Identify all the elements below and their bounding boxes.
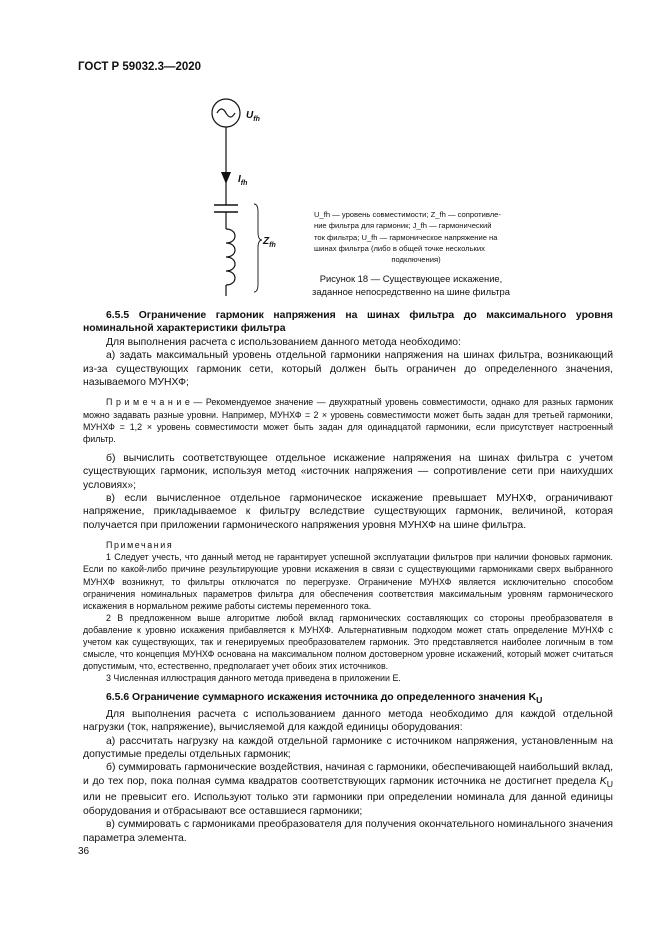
legend-line: U_fh — уровень совместимости; Z_fh — сопротивле-: [314, 210, 501, 219]
note: 1 Следует учесть, что данный метод не гарантирует успешной эксплуатации фильтров при наличии фоновых гармоник. Если по какой-либо причине результирующие уровни искажения в связи с существующими гармониками сверх выбранного МУНХФ возникнут, то фильтры отключатся по перегрузке. Ограничение МУНХФ является исключительно способом ограничения номинальных параметров фильтра для обеспечения соответствия максимальным уровням гармонического искажения в нормальном режиме работы системы переменного тока.: [83, 552, 613, 611]
current-label: I: [238, 174, 241, 185]
svg-text:Ufh: [246, 110, 260, 123]
k-subscript: U: [606, 778, 613, 789]
caption-line: Рисунок 18 — Существующее искажение,: [319, 273, 503, 284]
list-item: в) суммировать с гармониками преобразователя для получения окончательного номинального значения параметра элемента.: [83, 819, 613, 844]
legend-line: ние фильтра для гармоник; J_fh — гармонический: [314, 221, 492, 231]
svg-text:Zfh: [262, 236, 276, 249]
section-heading-656: 6.5.6 Ограничение суммарного искажения источника до определенного значения $K_U$: [106, 692, 543, 706]
list-item: б) вычислить соответствующее отдельное искажение напряжения на шинах фильтра с учетом существующих гармоник, используя метод «источник напряжения — сопротивление сети при наихудших условиях»;: [83, 452, 613, 491]
current-sub: fh: [240, 180, 248, 187]
body-text: [83, 309, 613, 845]
note: 3 Численная иллюстрация данного метода приведена в приложении Е.: [106, 673, 401, 684]
list-item: б) суммировать гармонические воздействия, начиная с гармоники, обеспечивающей наибольший вклад, и до тех пор, пока полная сумма квадратов соответствующих гармоник источника не достигнет предела $K_U$ или не превысит его. Используют только эти гармоники при определении номинала для данной единицы оборудования и отбрасывают все оставшиеся гармоники;: [83, 762, 613, 817]
source-voltage-sub: fh: [253, 116, 260, 123]
source-voltage-label: U: [246, 110, 254, 121]
legend-line: ток фильтра; U_fh — гармоническое напряжение на: [314, 232, 498, 242]
notes-label: Примечания: [106, 540, 174, 551]
k-symbol: K: [599, 775, 607, 787]
note: 2 В предложенном выше алгоритме любой вклад гармонических составляющих со стороны преобразователя в добавление к уровню искажения прибавляется к МУНХФ. Альтернативным подходом может стать определение МУНХФ с учетом как существующих, так и генерируемых преобразователем гармоник. Это представляется наиболее логичным в том смысле, что концепция МУНХФ основана на максимальном полном достоверном уровне искажений, который может считаться допустимым, что, естественно, предполагает учет обоих этих источников.: [83, 612, 613, 672]
figure-caption: [304, 272, 518, 298]
impedance-sub: fh: [269, 242, 276, 249]
svg-text:Ifh: [238, 174, 247, 187]
legend-line: шинах фильтра (либо в общей точке нескольких: [314, 243, 485, 253]
impedance-label: Z: [263, 236, 270, 247]
figure-legend: [314, 209, 518, 265]
heading-subscript: U: [536, 695, 543, 706]
impedance-brace: [254, 204, 262, 292]
list-item: а) рассчитать нагрузку на каждой отдельной гармонике с источником напряжения, установленным на допустимые пределы отдельных гармоник;: [83, 735, 613, 761]
list-item: в) если вычисленное отдельное гармоническое искажение превышает МУНХФ, ограничивают напряжение, прикладываемое к фильтру вследствие существующих гармоник, величиной, которая получается при приложении гармонического напряжения уровня МУНХФ на шине фильтра.: [83, 493, 613, 531]
section-heading-655: 6.5.5 Ограничение гармоник напряжения на шинах фильтра до максимального уровня номинальной характеристики фильтра: [83, 310, 613, 335]
note-label: П р и м е ч а н и е: [106, 397, 190, 408]
paragraph: Для выполнения расчета с использованием данного метода необходимо для каждой отдельной нагрузки (ток, напряжение), вычисляемой для каждой единицы оборудования:: [83, 708, 613, 734]
inductor-coil: [226, 229, 235, 285]
note-text: — Рекомендуемое значение — двухкратный уровень совместимости, однако для разных гармоник можно задавать разные уровни. Например, МУНХФ = 2 × уровень совместимости может быть задан для третьей гармоники, МУНХФ = 1,2 × уровень совместимости может быть задан для одинадцатой гармоники, если присутствует настроенный фильтр.: [83, 397, 614, 444]
page-number: 36: [78, 846, 90, 857]
caption-line: заданное непосредственно на шине фильтра: [312, 286, 510, 297]
legend-line: подключения): [391, 255, 441, 265]
circuit-diagram: [190, 92, 300, 297]
note: [83, 396, 613, 444]
sine-wave-icon: [217, 109, 235, 117]
paragraph: Для выполнения расчета с использованием данного метода необходимо:: [106, 336, 461, 348]
current-arrow-icon: [221, 172, 231, 184]
document-header: ГОСТ Р 59032.3—2020: [78, 61, 202, 73]
list-item: а) задать максимальный уровень отдельной гармоники напряжения на шинах фильтра, возникающий из-за существующих гармоник сети, который должен быть ограничен до определенного значения, называемого МУНХФ;: [83, 350, 613, 389]
